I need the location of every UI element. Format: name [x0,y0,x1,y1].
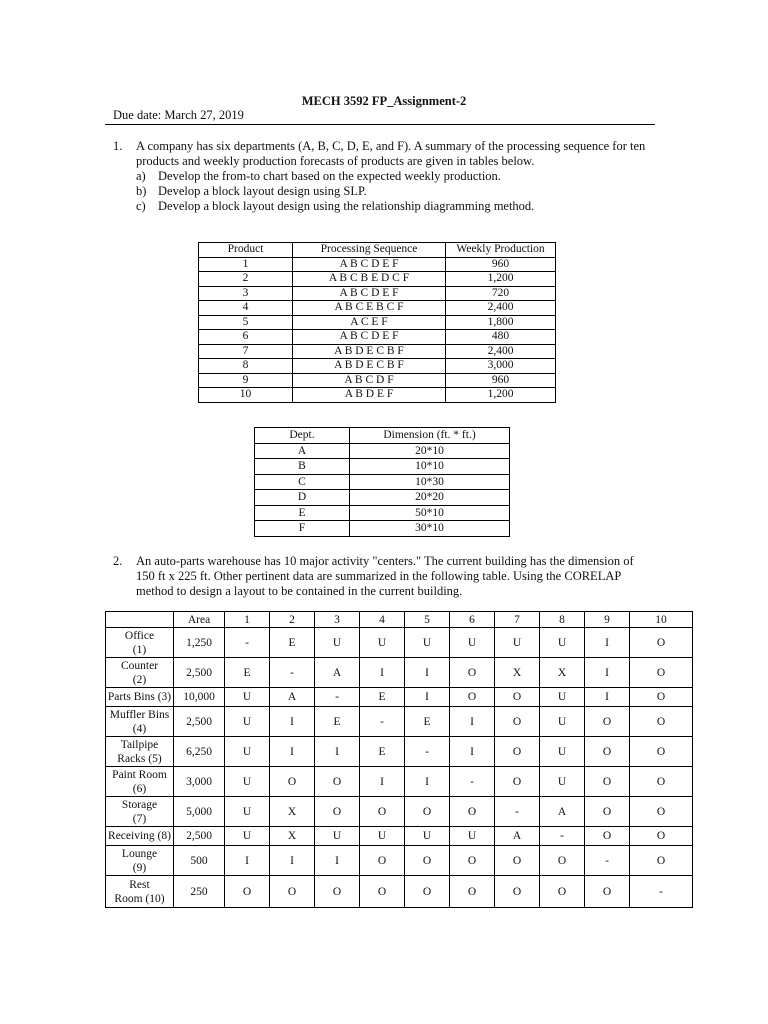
relationship-cell: U [225,797,270,827]
relationship-cell: I [225,846,270,876]
table-header-row [255,428,510,444]
table-row [106,737,693,767]
department-name: Tailpipe Racks (5) [106,737,174,767]
relationship-cell: O [585,827,630,846]
relationship-cell: O [630,707,693,737]
table-cell: F [255,521,350,537]
relationship-cell: - [585,846,630,876]
relationship-cell: - [540,827,585,846]
table-cell: 720 [446,286,556,301]
relationship-cell: O [450,688,495,707]
relationship-cell: - [225,628,270,658]
relationship-cell: - [630,876,693,908]
relationship-cell: I [360,658,405,688]
question-1-part-a [136,169,645,184]
relationship-cell: E [225,658,270,688]
relationship-cell: U [405,628,450,658]
relationship-cell: U [225,707,270,737]
table-cell: A B D E C B F [293,359,446,374]
table-cell: 1,200 [446,388,556,403]
table-cell: 480 [446,330,556,345]
relationship-cell: I [585,628,630,658]
table-row [199,344,556,359]
question-1-text [136,139,645,214]
table-cell: 3 [199,286,293,301]
relationship-cell: I [585,658,630,688]
relationship-cell: U [225,767,270,797]
relationship-cell: I [270,846,315,876]
part-label: b) [136,184,147,198]
table-cell: 9 [199,373,293,388]
relationship-cell: X [540,658,585,688]
column-header: 1 [225,612,270,628]
relationship-cell: I [405,658,450,688]
table-cell: 50*10 [350,505,510,521]
relationship-cell: I [315,846,360,876]
table-cell: 20*20 [350,490,510,506]
relationship-cell: O [630,846,693,876]
table-cell: B [255,459,350,475]
table-row [255,459,510,475]
relationship-cell: O [225,876,270,908]
department-name: Counter (2) [106,658,174,688]
relationship-cell: O [585,707,630,737]
relationship-cell: I [360,767,405,797]
table-row [106,767,693,797]
area-cell: 5,000 [174,797,225,827]
table-cell: D [255,490,350,506]
table-cell: 960 [446,373,556,388]
table-cell: 1,200 [446,272,556,287]
relationship-cell: U [540,628,585,658]
relationship-cell: E [270,628,315,658]
relationship-cell: I [405,688,450,707]
relationship-cell: O [270,767,315,797]
relationship-cell: U [225,688,270,707]
relationship-cell: O [450,658,495,688]
table-cell: 10*10 [350,459,510,475]
table-cell: C [255,474,350,490]
relationship-cell: U [540,737,585,767]
due-date: Due date: March 27, 2019 [113,108,244,122]
column-header: Product [199,243,293,258]
area-cell: 10,000 [174,688,225,707]
column-header: Processing Sequence [293,243,446,258]
relationship-cell: E [360,737,405,767]
relationship-cell: U [315,827,360,846]
table-cell: A B D E C B F [293,344,446,359]
department-name: Office (1) [106,628,174,658]
relationship-cell: I [270,707,315,737]
relationship-table [105,611,693,908]
relationship-cell: O [630,767,693,797]
question-2-text [136,554,634,599]
part-label: a) [136,169,146,183]
relationship-cell: U [360,628,405,658]
question-2-line: method to design a layout to be contained in the current building. [136,584,463,598]
column-header [106,612,174,628]
department-name: Muffler Bins (4) [106,707,174,737]
table-row [199,330,556,345]
question-1-line: products and weekly production forecasts of products are given in tables below. [136,154,535,168]
column-header: 3 [315,612,360,628]
table-row [199,257,556,272]
relationship-cell: O [360,797,405,827]
column-header: 5 [405,612,450,628]
area-cell: 500 [174,846,225,876]
header-rule [105,124,655,125]
question-2-line: 150 ft x 225 ft. Other pertinent data are summarized in the following table. Using the CORELAP [136,569,622,583]
relationship-cell: U [450,628,495,658]
table-header-row [199,243,556,258]
relationship-cell: I [315,737,360,767]
relationship-cell: U [225,737,270,767]
column-header: 4 [360,612,405,628]
relationship-cell: O [585,797,630,827]
table-cell: 10 [199,388,293,403]
relationship-cell: O [630,827,693,846]
area-cell: 3,000 [174,767,225,797]
relationship-cell: U [540,688,585,707]
table-cell: E [255,505,350,521]
relationship-cell: O [495,688,540,707]
relationship-cell: A [540,797,585,827]
relationship-cell: O [495,846,540,876]
area-cell: 2,500 [174,827,225,846]
area-cell: 250 [174,876,225,908]
question-1-number: 1. [113,139,123,153]
relationship-cell: O [495,737,540,767]
table-row [106,876,693,908]
relationship-cell: O [450,797,495,827]
table-row [106,827,693,846]
part-label: c) [136,199,146,213]
table-cell: 1 [199,257,293,272]
table-row [106,688,693,707]
relationship-cell: O [630,797,693,827]
department-name: Paint Room (6) [106,767,174,797]
relationship-cell: I [585,688,630,707]
relationship-cell: O [540,846,585,876]
relationship-cell: U [360,827,405,846]
part-text: Develop the from-to chart based on the expected weekly production. [158,169,501,183]
question-2-number: 2. [113,554,123,568]
table-row [199,272,556,287]
relationship-cell: O [315,767,360,797]
column-header: Dept. [255,428,350,444]
relationship-cell: X [495,658,540,688]
relationship-cell: - [405,737,450,767]
relationship-cell: E [405,707,450,737]
relationship-cell: A [315,658,360,688]
relationship-cell: O [630,688,693,707]
table-cell: A B C D F [293,373,446,388]
table-cell: 10*30 [350,474,510,490]
relationship-cell: O [405,797,450,827]
table-row [199,388,556,403]
column-header: Area [174,612,225,628]
relationship-cell: O [450,876,495,908]
relationship-cell: U [405,827,450,846]
area-cell: 1,250 [174,628,225,658]
relationship-cell: O [270,876,315,908]
table-row [199,359,556,374]
relationship-cell: U [495,628,540,658]
relationship-cell: I [450,707,495,737]
department-name: Lounge (9) [106,846,174,876]
table-row [199,286,556,301]
department-name: Rest Room (10) [106,876,174,908]
relationship-cell: - [450,767,495,797]
table-cell: A B C D E F [293,257,446,272]
department-table [254,427,510,537]
relationship-cell: - [315,688,360,707]
table-cell: 4 [199,301,293,316]
column-header: 10 [630,612,693,628]
relationship-cell: O [495,876,540,908]
table-cell: 20*10 [350,443,510,459]
table-cell: 7 [199,344,293,359]
relationship-cell: O [315,876,360,908]
table-row [255,521,510,537]
table-row [106,707,693,737]
table-row [106,658,693,688]
table-cell: 5 [199,315,293,330]
table-cell: A [255,443,350,459]
relationship-cell: A [270,688,315,707]
column-header: 2 [270,612,315,628]
relationship-cell: O [630,628,693,658]
relationship-cell: O [630,737,693,767]
question-1-part-b [136,184,645,199]
relationship-cell: O [405,846,450,876]
relationship-cell: I [450,737,495,767]
relationship-cell: O [405,876,450,908]
relationship-cell: O [495,707,540,737]
relationship-cell: O [450,846,495,876]
table-row [255,490,510,506]
column-header: 7 [495,612,540,628]
part-text: Develop a block layout design using the relationship diagramming method. [158,199,535,213]
relationship-cell: I [270,737,315,767]
relationship-cell: O [360,876,405,908]
relationship-cell: O [585,737,630,767]
table-cell: 1,800 [446,315,556,330]
product-table [198,242,556,403]
table-row [199,315,556,330]
question-1-line: A company has six departments (A, B, C, D, E, and F). A summary of the processing sequence for ten [136,139,646,153]
table-cell: 2,400 [446,301,556,316]
table-cell: 960 [446,257,556,272]
table-row [106,846,693,876]
relationship-cell: U [315,628,360,658]
relationship-cell: E [315,707,360,737]
relationship-cell: U [225,827,270,846]
part-text: Develop a block layout design using SLP. [158,184,367,198]
table-row [255,505,510,521]
department-name: Receiving (8) [106,827,174,846]
area-cell: 2,500 [174,707,225,737]
table-header-row [106,612,693,628]
column-header: 9 [585,612,630,628]
column-header: 6 [450,612,495,628]
question-2-line: An auto-parts warehouse has 10 major activity "centers." The current building has the dimension of [136,554,634,568]
relationship-cell: U [540,707,585,737]
table-cell: 2 [199,272,293,287]
column-header: Dimension (ft. * ft.) [350,428,510,444]
relationship-cell: I [405,767,450,797]
table-cell: A B C B E D C F [293,272,446,287]
table-cell: A B C D E F [293,286,446,301]
relationship-cell: E [360,688,405,707]
department-name: Parts Bins (3) [106,688,174,707]
table-cell: 3,000 [446,359,556,374]
table-row [255,474,510,490]
area-cell: 2,500 [174,658,225,688]
question-1-part-c [136,199,645,214]
table-cell: A B D E F [293,388,446,403]
table-cell: A C E F [293,315,446,330]
relationship-cell: - [360,707,405,737]
relationship-cell: - [270,658,315,688]
table-row [199,373,556,388]
relationship-cell: O [315,797,360,827]
relationship-cell: O [495,767,540,797]
column-header: Weekly Production [446,243,556,258]
relationship-cell: O [360,846,405,876]
table-row [106,628,693,658]
column-header: 8 [540,612,585,628]
table-cell: 8 [199,359,293,374]
area-cell: 6,250 [174,737,225,767]
table-row [255,443,510,459]
relationship-cell: X [270,797,315,827]
table-cell: A B C D E F [293,330,446,345]
table-row [199,301,556,316]
table-cell: 2,400 [446,344,556,359]
relationship-cell: O [630,658,693,688]
relationship-cell: U [540,767,585,797]
relationship-cell: A [495,827,540,846]
document-title: MECH 3592 FP_Assignment-2 [301,94,467,108]
relationship-cell: X [270,827,315,846]
relationship-cell: O [585,767,630,797]
relationship-cell: U [450,827,495,846]
relationship-cell: - [495,797,540,827]
table-cell: 30*10 [350,521,510,537]
relationship-cell: O [540,876,585,908]
table-cell: A B C E B C F [293,301,446,316]
relationship-cell: O [585,876,630,908]
table-row [106,797,693,827]
department-name: Storage (7) [106,797,174,827]
table-cell: 6 [199,330,293,345]
